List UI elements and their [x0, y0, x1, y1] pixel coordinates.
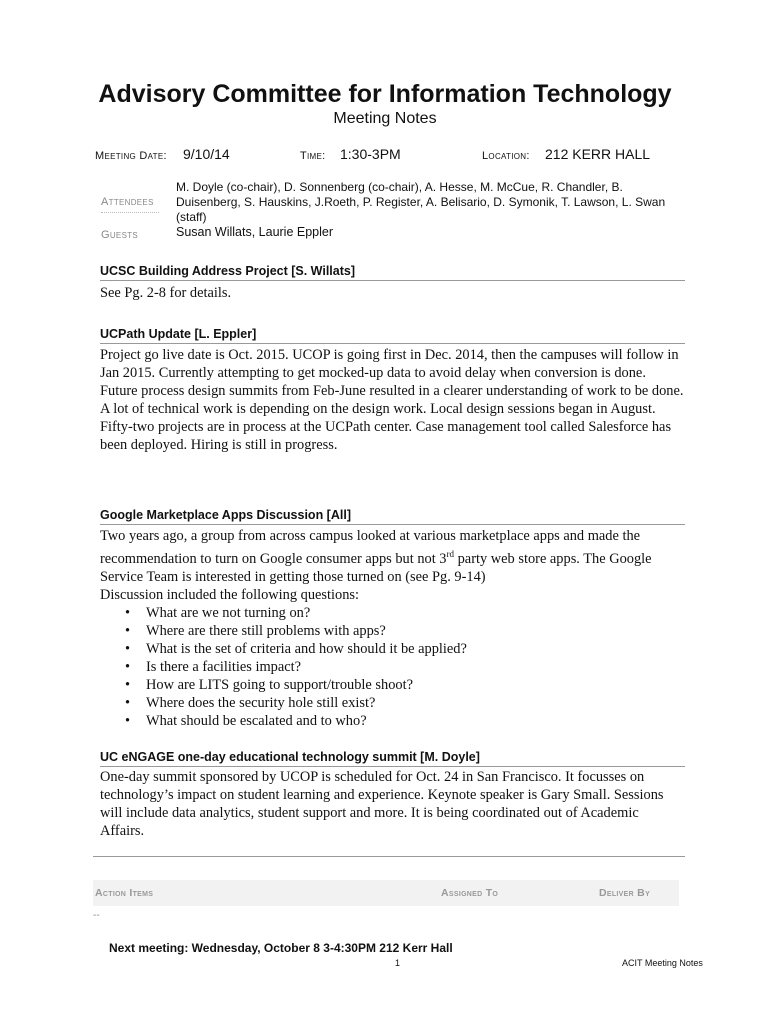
- attendees-divider: [101, 212, 159, 213]
- section-title: UCSC Building Address Project [S. Willats]: [100, 264, 685, 281]
- section-body: [100, 284, 685, 302]
- paragraph: Project go live date is Oct. 2015. UCOP is going first in Dec. 2014, then the campuses will follow in Jan 2015. Currently attempting to get mocked-up data to avoid delay when conversion is done.: [100, 347, 679, 381]
- meeting-date-label: Meeting Date:: [95, 150, 167, 162]
- list-item: • Where does the security hole still exist?: [125, 694, 376, 711]
- list-item: • Is there a facilities impact?: [125, 658, 302, 675]
- section-title: UC eNGAGE one-day educational technology summit [M. Doyle]: [100, 750, 685, 767]
- time-label: Time:: [300, 150, 326, 162]
- document-name: ACIT Meeting Notes: [622, 958, 703, 968]
- deliver-by-label: Deliver By: [599, 887, 651, 899]
- list-item: • What should be escalated and to who?: [125, 712, 367, 729]
- paragraph: Two years ago, a group from across campus looked at various marketplace apps and made the recommendation to turn on Google consumer apps but not 3rd party web store apps. The Google Service Team is interested in getting those turned on (see Pg. 9-14): [100, 528, 652, 585]
- bullet-icon: •: [125, 712, 131, 729]
- section-title: Google Marketplace Apps Discussion [All]: [100, 508, 685, 525]
- paragraph: Future process design summits from Feb-June resulted in a clearer understanding of work to be done. A lot of technical work is depending on the design work. Local design sessions began in August.: [100, 383, 684, 417]
- bullet-icon: •: [125, 640, 131, 657]
- location-value: 212 KERR HALL: [545, 146, 651, 162]
- section-body: [100, 527, 685, 730]
- location-label: Location:: [482, 150, 530, 162]
- attendees-list: M. Doyle (co-chair), D. Sonnenberg (co-chair), A. Hesse, M. McCue, R. Chandler, B. Duisenberg, S. Hauskins, J.Roeth, P. Register, A. Belisario, D. Symonik, T. Lawson, L. Swan (staff): [176, 180, 666, 224]
- question-list: [100, 604, 685, 730]
- bullet-icon: •: [125, 694, 131, 711]
- section-title: UCPath Update [L. Eppler]: [100, 327, 685, 344]
- paragraph: Discussion included the following questions:: [100, 586, 360, 603]
- bullet-icon: •: [125, 676, 131, 693]
- section-body: [100, 346, 685, 454]
- bullet-icon: •: [125, 622, 131, 639]
- paragraph: See Pg. 2-8 for details.: [100, 285, 232, 301]
- section-body: [100, 768, 685, 840]
- section-divider: [93, 856, 685, 857]
- page-number: 1: [395, 958, 401, 968]
- list-item: • Where are there still problems with apps?: [125, 622, 386, 639]
- paragraph: Fifty-two projects are in process at the UCPath center. Case management tool called Salesforce has been deployed. Hiring is still in progress.: [100, 419, 672, 453]
- list-item: • How are LITS going to support/trouble shoot?: [125, 676, 413, 693]
- attendees-label: Attendees: [101, 196, 154, 208]
- action-items-label: Action Items: [95, 887, 154, 899]
- next-meeting: Next meeting: Wednesday, October 8 3-4:30PM 212 Kerr Hall: [109, 941, 453, 955]
- assigned-to-label: Assigned To: [441, 887, 499, 899]
- action-items-header: [93, 880, 679, 906]
- list-item: • What is the set of criteria and how should it be applied?: [125, 640, 467, 657]
- action-items-placeholder: --: [93, 910, 100, 921]
- paragraph: One-day summit sponsored by UCOP is scheduled for Oct. 24 in San Francisco. It focusses on technology’s impact on student learning and experience. Keynote speaker is Gary Small. Sessions will include data analytics, student support and more. It is being coordinated out of Academic Affairs.: [100, 769, 664, 839]
- bullet-icon: •: [125, 658, 131, 675]
- guests-label: Guests: [101, 229, 139, 241]
- list-item: • What are we not turning on?: [125, 604, 311, 621]
- bullet-icon: •: [125, 604, 131, 621]
- document-subtitle: Meeting Notes: [333, 110, 437, 127]
- meeting-date-value: 9/10/14: [183, 146, 230, 162]
- document-title: Advisory Committee for Information Technology: [98, 80, 672, 108]
- time-value: 1:30-3PM: [340, 146, 401, 162]
- guests-list: Susan Willats, Laurie Eppler: [176, 225, 334, 239]
